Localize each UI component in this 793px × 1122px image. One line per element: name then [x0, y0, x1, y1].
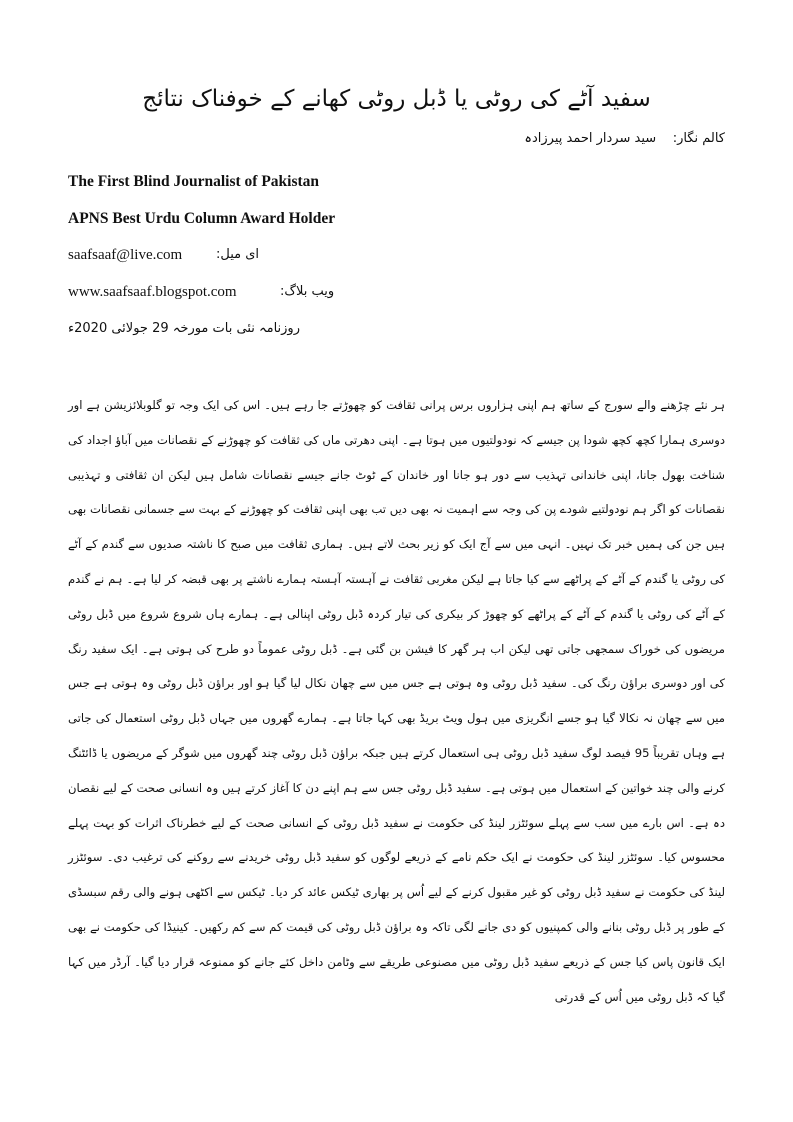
- credential-line: APNS Best Urdu Column Award Holder: [68, 210, 336, 227]
- email-label: ای میل:: [216, 247, 260, 262]
- email-row: [68, 244, 725, 266]
- article-title: سفید آٹے کی روٹی یا ڈبل روٹی کھانے کے خوفناک نتائج: [142, 86, 651, 112]
- blog-label: ویب بلاگ:: [280, 284, 335, 299]
- credential-line: The First Blind Journalist of Pakistan: [68, 173, 320, 190]
- email-address[interactable]: saafsaaf@live.com: [68, 247, 183, 263]
- article-body: ہر نئے چڑھنے والے سورج کے ساتھ ہم اپنی ہزاروں برس پرانی ثقافت کو چھوڑتے جا رہے ہیں۔ اس کی ایک وجہ تو گلوبلائزیشن ہے اور دوسری ہمارا کچھ کچھ شودا پن جیسے کہ نودولتیوں میں ہوتا ہے۔ اپنی دھرتی ماں کی ثقافت کو چھوڑنے کے نقصانات میں آباؤ اجداد کی شناخت بھول جانا، اپنی خاندانی تہذیب سے دور ہو جانا اور خاندان کے ٹوٹ جانے جیسے نقصانات شامل ہیں لیکن ان ثقافتی و تہذیبی نقصانات کو اگر ہم نودولتیے شودے پن کی وجہ سے اہمیت نہ بھی دیں تب بھی اپنی ثقافت کو چھوڑنے کے بہت سے جسمانی نقصانات بھی ہیں جن کی ہمیں خبر تک نہیں۔ انہی میں سے آج ایک کو زیر بحث لاتے ہیں۔ ہماری ثقافت میں صبح کا ناشتہ صدیوں سے گندم کے آٹے کی روٹی یا گندم کے آٹے کے پراٹھے سے کیا جاتا ہے لیکن مغربی ثقافت نے آہستہ آہستہ ہمارے ناشتے پر بھی قبضہ کر لیا ہے۔ ہم نے گندم کے آٹے کی روٹی یا گندم کے آٹے کے پراٹھے کو چھوڑ کر بیکری کی تیار کردہ ڈبل روٹی اپنالی ہے۔ ہمارے ہاں شروع شروع میں ڈبل روٹی مریضوں کی خوراک سمجھی جاتی تھی لیکن اب ہر گھر کا فیشن بن گئی ہے۔ ڈبل روٹی عموماً دو طرح کی ہوتی ہے۔ ایک سفید رنگ کی اور دوسری براؤن رنگ کی۔ سفید ڈبل روٹی وہ ہوتی ہے جس میں سے چھان نکال لیا گیا ہو اور براؤن ڈبل روٹی وہ ہوتی ہے جس میں سے چھان نہ نکالا گیا ہو جسے انگریزی میں ہول ویٹ بریڈ بھی کہا جاتا ہے۔ ہمارے گھروں میں جہاں ڈبل روٹی استعمال کی جاتی ہے وہاں تقریباً 95 فیصد لوگ سفید ڈبل روٹی ہی استعمال کرتے ہیں جبکہ براؤن ڈبل روٹی چند گھروں میں شوگر کے مریضوں یا ڈائٹنگ کرنے والی چند خواتین کے استعمال میں ہوتی ہے۔ سفید ڈبل روٹی جس سے ہم اپنے دن کا آغاز کرتے ہیں وہ انسانی صحت کے لیے نقصان دہ ہے۔ اس بارے میں سب سے پہلے سوئٹزر لینڈ کی حکومت نے سفید ڈبل روٹی کے انسانی صحت کے لیے خطرناک اثرات کو بہت پہلے محسوس کیا۔ سوئٹزر لینڈ کی حکومت نے ایک حکم نامے کے ذریعے لوگوں کو سفید ڈبل روٹی خریدنے سے روکنے کی ترغیب دی۔ سوئٹزر لینڈ کی حکومت نے سفید ڈبل روٹی کو غیر مقبول کرنے کے لیے اُس پر بھاری ٹیکس عائد کر دیا۔ ٹیکس سے اکٹھی ہونے والی رقم سبسڈی کے طور پر ڈبل روٹی بنانے والی کمپنیوں کو دی جانے لگی تاکہ وہ براؤن ڈبل روٹی کی قیمت کم سے کم رکھیں۔ کینیڈا کی حکومت نے بھی ایک قانون پاس کیا جس کے ذریعے سفید ڈبل روٹی میں مصنوعی طریقے سے وٹامن داخل کئے جانے کو ممنوعہ قرار دیا گیا۔ آرڈر میں کہا گیا کہ ڈبل روٹی میں اُس کے قدرتی: [68, 398, 726, 1004]
- blog-row: [68, 281, 725, 303]
- publication-date: روزنامہ نئی بات مورخہ 29 جولائی 2020ء: [68, 321, 300, 336]
- byline: [65, 128, 725, 150]
- byline-author: سید سردار احمد پیرزادہ: [524, 131, 657, 146]
- byline-label: کالم نگار:: [672, 131, 725, 146]
- blog-url[interactable]: www.saafsaaf.blogspot.com: [68, 284, 237, 300]
